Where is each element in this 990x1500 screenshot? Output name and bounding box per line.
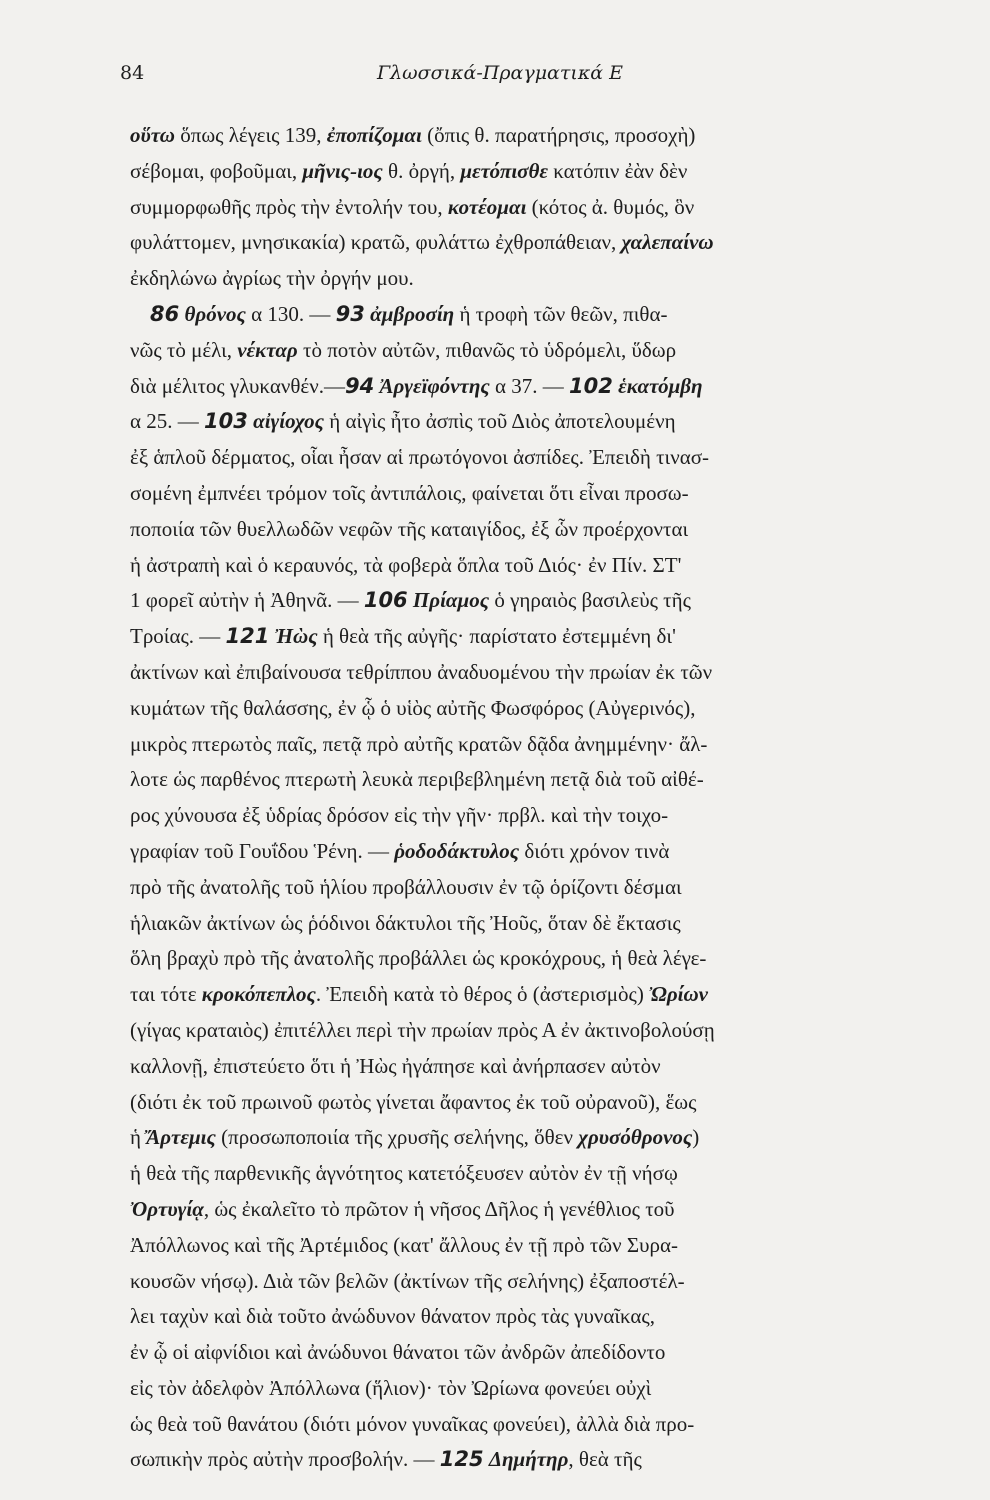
text-run: (γίγας κραταιὸς) ἐπιτέλλει περὶ τὴν πρωίαν πρὸς Α ἐν ἀκτινοβολούσῃ (130, 1017, 715, 1042)
headword: νέκταρ (237, 337, 298, 362)
text-line (130, 225, 884, 261)
verse-number: 106 (363, 588, 408, 613)
text-line (130, 1442, 884, 1478)
text-line (130, 691, 884, 727)
verse-number: 121 (225, 624, 270, 649)
headword: χρυσόθρονος (578, 1125, 693, 1150)
text-run: θ. ὀργή, (382, 158, 461, 183)
text-run: εἰς τὸν ἀδελφὸν Ἀπόλλωνα (ἥλιον)· τὸν Ὠρίωνα φονεύει οὐχὶ (130, 1375, 652, 1400)
headword: θρόνος (184, 301, 246, 326)
text-run: ὅπως λέγεις 139, (175, 123, 327, 147)
headword: μῆνις-ιος (302, 158, 383, 183)
page-header (120, 62, 880, 92)
text-line (130, 870, 884, 906)
text-run: ἐν ᾧ οἱ αἰφνίδιοι καὶ ἀνώδυνοι θάνατοι τῶν ἀνδρῶν ἀπεδίδοντο (130, 1340, 666, 1365)
text-line (130, 1085, 884, 1121)
text-line (130, 1013, 884, 1049)
headword: Δημήτηρ (488, 1447, 569, 1472)
text-run: μικρὸς πτερωτὸς παῖς, πετᾷ πρὸ αὐτῆς κρατῶν δᾷδα ἀνημμένην· ἄλ- (130, 731, 708, 756)
text-run: σωπικὴν πρὸς αὐτὴν προσβολήν. — (130, 1447, 440, 1472)
text-run: λει ταχὺν καὶ διὰ τοῦτο ἀνώδυνον θάνατον πρὸς τὰς γυναῖκας, (130, 1304, 655, 1329)
text-run: ἡ αἰγὶς ἦτο ἀσπὶς τοῦ Διὸς ἀποτελουμένη (323, 409, 676, 434)
text-run: 1 φορεῖ αὐτὴν ἡ Ἀθηνᾶ. — (130, 588, 364, 613)
verse-number: 94 (344, 373, 375, 398)
headword: Ἄρτεμις (146, 1125, 216, 1150)
headword: ἑκατόμβη (618, 373, 703, 398)
text-line (130, 154, 884, 190)
text-run: νῶς τὸ μέλι, (130, 337, 238, 362)
text-line (130, 333, 884, 369)
headword: ἀμβροσίη (370, 301, 455, 326)
text-line (130, 118, 884, 154)
text-line (130, 1120, 884, 1156)
text-line (130, 440, 884, 476)
commentary-text (130, 118, 884, 1478)
text-run: κουσῶν νήσῳ). Διὰ τῶν βελῶν (ἀκτίνων τῆς σελήνης) ἐξαποστέλ- (130, 1268, 685, 1293)
text-line (130, 798, 884, 834)
text-run: λοτε ὡς παρθένος πτερωτὴ λευκὰ περιβεβλημένη πετᾷ διὰ τοῦ αἰθέ- (130, 767, 704, 792)
text-line (130, 404, 884, 440)
text-run: κυμάτων τῆς θαλάσσης, ἐν ᾧ ὁ υἱὸς αὐτῆς Φωσφόρος (Αὐγερινός), (130, 695, 696, 720)
text-line (130, 834, 884, 870)
text-run: ὅλη βραχὺ πρὸ τῆς ἀνατολῆς προβάλλει ὡς κροκόχρους, ἡ θεὰ λέγε- (130, 946, 707, 971)
text-run: α 37. — (489, 373, 570, 398)
headword: Ὠρίων (649, 982, 708, 1007)
text-line (130, 1192, 884, 1228)
text-run: ἡ τροφὴ τῶν θεῶν, πιθα- (454, 301, 668, 326)
text-run: ἡ (130, 1125, 147, 1150)
headword: αἰγίοχος (253, 409, 324, 434)
text-run: α 25. — (130, 409, 205, 434)
text-run: Ἀπόλλωνος καὶ τῆς Ἀρτέμιδος (κατ' ἄλλους ἐν τῇ πρὸ τῶν Συρα- (130, 1232, 678, 1257)
text-run: ὡς θεὰ τοῦ θανάτου (διότι μόνον γυναῖκας φονεύει), ἀλλὰ διὰ προ- (130, 1411, 695, 1436)
text-line (130, 583, 884, 619)
headword: Πρίαμος (412, 588, 490, 613)
verse-number: 102 (569, 373, 613, 398)
text-run: ) (692, 1125, 700, 1150)
text-run: ἡ θεὰ τῆς παρθενικῆς ἁγνότητος κατετόξευσεν αὐτὸν ἐν τῇ νήσῳ (130, 1161, 678, 1186)
text-line (130, 476, 884, 512)
text-run: πρὸ τῆς ἀνατολῆς τοῦ ἡλίου προβάλλουσιν ἐν τῷ ὁρίζοντι δέσμαι (130, 874, 682, 899)
text-run: συμμορφωθῆς πρὸς τὴν ἐντολήν του, (130, 194, 448, 219)
text-run: ἐξ ἁπλοῦ δέρματος, οἷαι ἦσαν αἱ πρωτόγονοι ἀσπίδες. Ἐπειδὴ τινασ- (130, 445, 710, 470)
text-line (130, 977, 884, 1013)
text-run: ὁ γηραιὸς βασιλεὺς τῆς (489, 588, 691, 613)
text-run: ἡ θεὰ τῆς αὐγῆς· παρίστατο ἐστεμμένη δι' (317, 624, 676, 649)
text-run: , ὡς ἐκαλεῖτο τὸ πρῶτον ἡ νῆσος Δῆλος ἡ γενέθλιος τοῦ (203, 1196, 675, 1221)
text-run: κατόπιν ἐὰν δὲν (548, 158, 688, 183)
text-run: (κότος ἀ. θυμός, ὃν (526, 194, 695, 219)
text-run: γραφίαν τοῦ Γουΐδου Ῥένη. — (130, 838, 395, 863)
text-line (130, 655, 884, 691)
text-line (130, 548, 884, 584)
headword: Ἠὼς (274, 624, 318, 649)
headword: μετόπισθε (460, 158, 548, 183)
text-run: σέβομαι, φοβοῦμαι, (130, 158, 303, 183)
headword: Ὀρτυγίᾳ (130, 1196, 204, 1221)
text-line (130, 727, 884, 763)
verse-number: 125 (439, 1447, 484, 1472)
text-line (130, 941, 884, 977)
headword: χαλεπαίνω (621, 230, 714, 255)
text-line (130, 1407, 884, 1443)
text-line (130, 1371, 884, 1407)
text-run: ται τότε (130, 982, 202, 1007)
text-run: καλλονῇ, ἐπιστεύετο ὅτι ἡ Ἠὼς ἠγάπησε καὶ ἀνήρπασεν αὐτὸν (130, 1053, 661, 1078)
text-run: ἡλιακῶν ἀκτίνων ὡς ῥόδινοι δάκτυλοι τῆς Ἠοῦς, ὅταν δὲ ἔκτασις (130, 910, 681, 935)
text-run: . Ἐπειδὴ κατὰ τὸ θέρος ὁ (ἀστερισμὸς) (315, 982, 650, 1007)
text-run: α 130. — (245, 301, 336, 326)
text-run: τὸ ποτὸν αὐτῶν, πιθανῶς τὸ ὑδρόμελι, ὕδωρ (297, 337, 677, 362)
text-run: διὰ μέλιτος γλυκανθέν.— (130, 373, 345, 398)
headword: Ἀργεϊφόντης (379, 373, 490, 398)
text-run: (προσωποποιία τῆς χρυσῆς σελήνης, ὅθεν (215, 1125, 579, 1150)
text-run: διότι χρόνον τινὰ (519, 838, 670, 863)
text-line (130, 190, 884, 226)
text-run: ρος χύνουσα ἐξ ὑδρίας δρόσον εἰς τὴν γῆν· πρβλ. καὶ τὴν τοιχο- (130, 803, 669, 828)
headword: ἐποπίζομαι (326, 123, 422, 147)
verse-number: 93 (335, 301, 365, 326)
verse-number: 103 (204, 409, 248, 434)
text-line (130, 1299, 884, 1335)
headword: οὕτω (130, 123, 175, 147)
text-line (130, 1228, 884, 1264)
text-line (130, 297, 884, 333)
text-line (130, 1335, 884, 1371)
running-title: Γλωσσικά-Πραγματικά Ε (376, 62, 624, 84)
text-line (130, 1156, 884, 1192)
text-run: (διότι ἐκ τοῦ πρωινοῦ φωτὸς γίνεται ἄφαντος ἐκ τοῦ οὐρανοῦ), ἕως (130, 1089, 697, 1114)
text-run: ποποιία τῶν θυελλωδῶν νεφῶν τῆς καταιγίδος, ἐξ ὧν προέρχονται (130, 516, 689, 541)
page-number: 84 (120, 62, 145, 84)
text-run: φυλάττομεν, μνησικακία) κρατῶ, φυλάττω ἐχθροπάθειαν, (130, 230, 622, 255)
text-line (130, 1264, 884, 1300)
headword: κροκόπεπλος (201, 982, 316, 1007)
text-run: σομένη ἐμπνέει τρόμον τοῖς ἀντιπάλοις, φαίνεται ὅτι εἶναι προσω- (130, 480, 689, 505)
text-line (130, 369, 884, 405)
text-run: , θεὰ τῆς (568, 1447, 642, 1472)
text-run: ἀκτίνων καὶ ἐπιβαίνουσα τεθρίππου ἀναδυομένου τὴν πρωίαν ἐκ τῶν (130, 659, 713, 684)
text-line (130, 261, 884, 297)
text-line (130, 1049, 884, 1085)
text-run: Τροίας. — (130, 624, 226, 649)
headword: ῥοδοδάκτυλος (394, 838, 520, 863)
text-run: (ὄπις θ. παρατήρησις, προσοχὴ) (421, 123, 696, 147)
headword: κοτέομαι (447, 194, 527, 219)
text-line (130, 906, 884, 942)
text-line (130, 512, 884, 548)
verse-number: 86 (150, 301, 180, 326)
text-line (130, 762, 884, 798)
text-run: ἡ ἀστραπὴ καὶ ὁ κεραυνός, τὰ φοβερὰ ὅπλα τοῦ Διός· ἐν Πίν. ΣΤ' (130, 552, 682, 577)
text-line (130, 619, 884, 655)
text-run: ἐκδηλώνω ἀγρίως τὴν ὀργήν μου. (130, 266, 414, 291)
